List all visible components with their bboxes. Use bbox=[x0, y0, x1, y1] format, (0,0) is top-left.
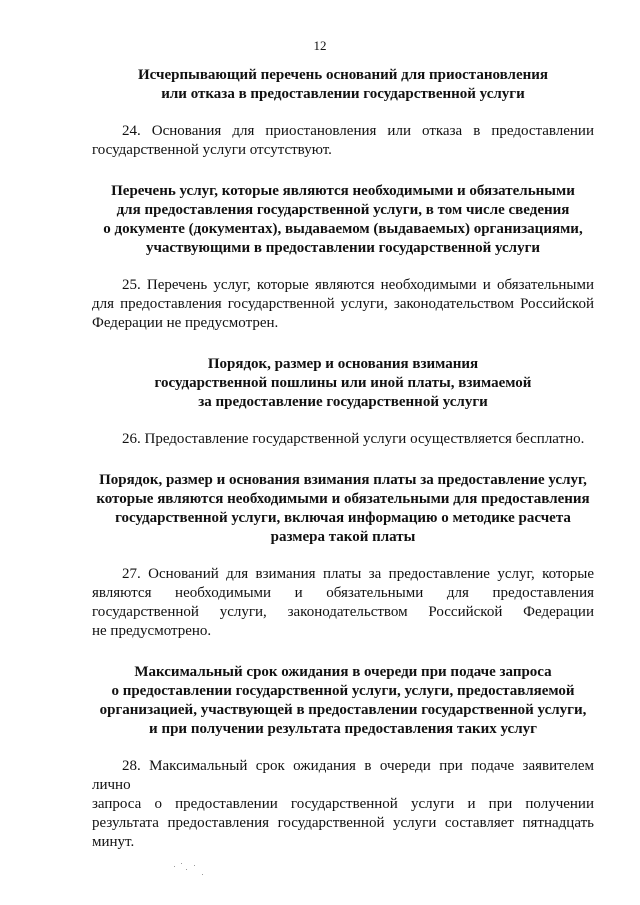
scan-specks bbox=[172, 862, 212, 882]
section-heading-4: Порядок, размер и основания взимания платы за предоставление услуг, которые являются необходимыми и обязательными для предоставления государственной услуги, включая информацию о методике расчета размера такой платы bbox=[96, 472, 590, 545]
section-heading-3: Порядок, размер и основания взимания государственной пошлины или иной платы, взимаемой за предоставление государственной услуги bbox=[154, 356, 532, 410]
paragraph-28: 28. Максимальный срок ожидания в очереди при подаче заявителем лично запроса о предоставлении государственной услуги и при получении результата предоставления государственной услуги составляет пятнадцать минут. bbox=[92, 758, 594, 850]
paragraph-26: 26. Предоставление государственной услуги осуществляется бесплатно. bbox=[122, 431, 585, 447]
paragraph-25: 25. Перечень услуг, которые являются необходимыми и обязательными для предоставления государственной услуги, законодательством Российской Федерации не предусмотрен. bbox=[92, 277, 594, 331]
page-number: 12 bbox=[313, 38, 327, 53]
section-heading-2: Перечень услуг, которые являются необходимыми и обязательными для предоставления государственной услуги, в том числе сведения о документе (документах), выдаваемом (выдаваемых) организациями, участвующими в предоставлении государственной услуги bbox=[103, 183, 583, 256]
document-body bbox=[92, 66, 594, 852]
section-heading-1: Исчерпывающий перечень оснований для приостановления или отказа в предоставлении государственной услуги bbox=[137, 67, 549, 102]
section-heading-5: Максимальный срок ожидания в очереди при подаче запроса о предоставлении государственной услуги, услуги, предоставляемой организацией, участвующей в предоставлении государственной услуги, и при получении результата предоставления таких услуг bbox=[99, 664, 587, 737]
paragraph-27: 27. Оснований для взимания платы за предоставление услуг, которые являются необходимыми и обязательными для предоставления государственной услуги, законодательством Российской Федерации не предусмотрено. bbox=[92, 566, 594, 639]
paragraph-24: 24. Основания для приостановления или отказа в предоставлении государственной услуги отсутствуют. bbox=[92, 123, 594, 158]
